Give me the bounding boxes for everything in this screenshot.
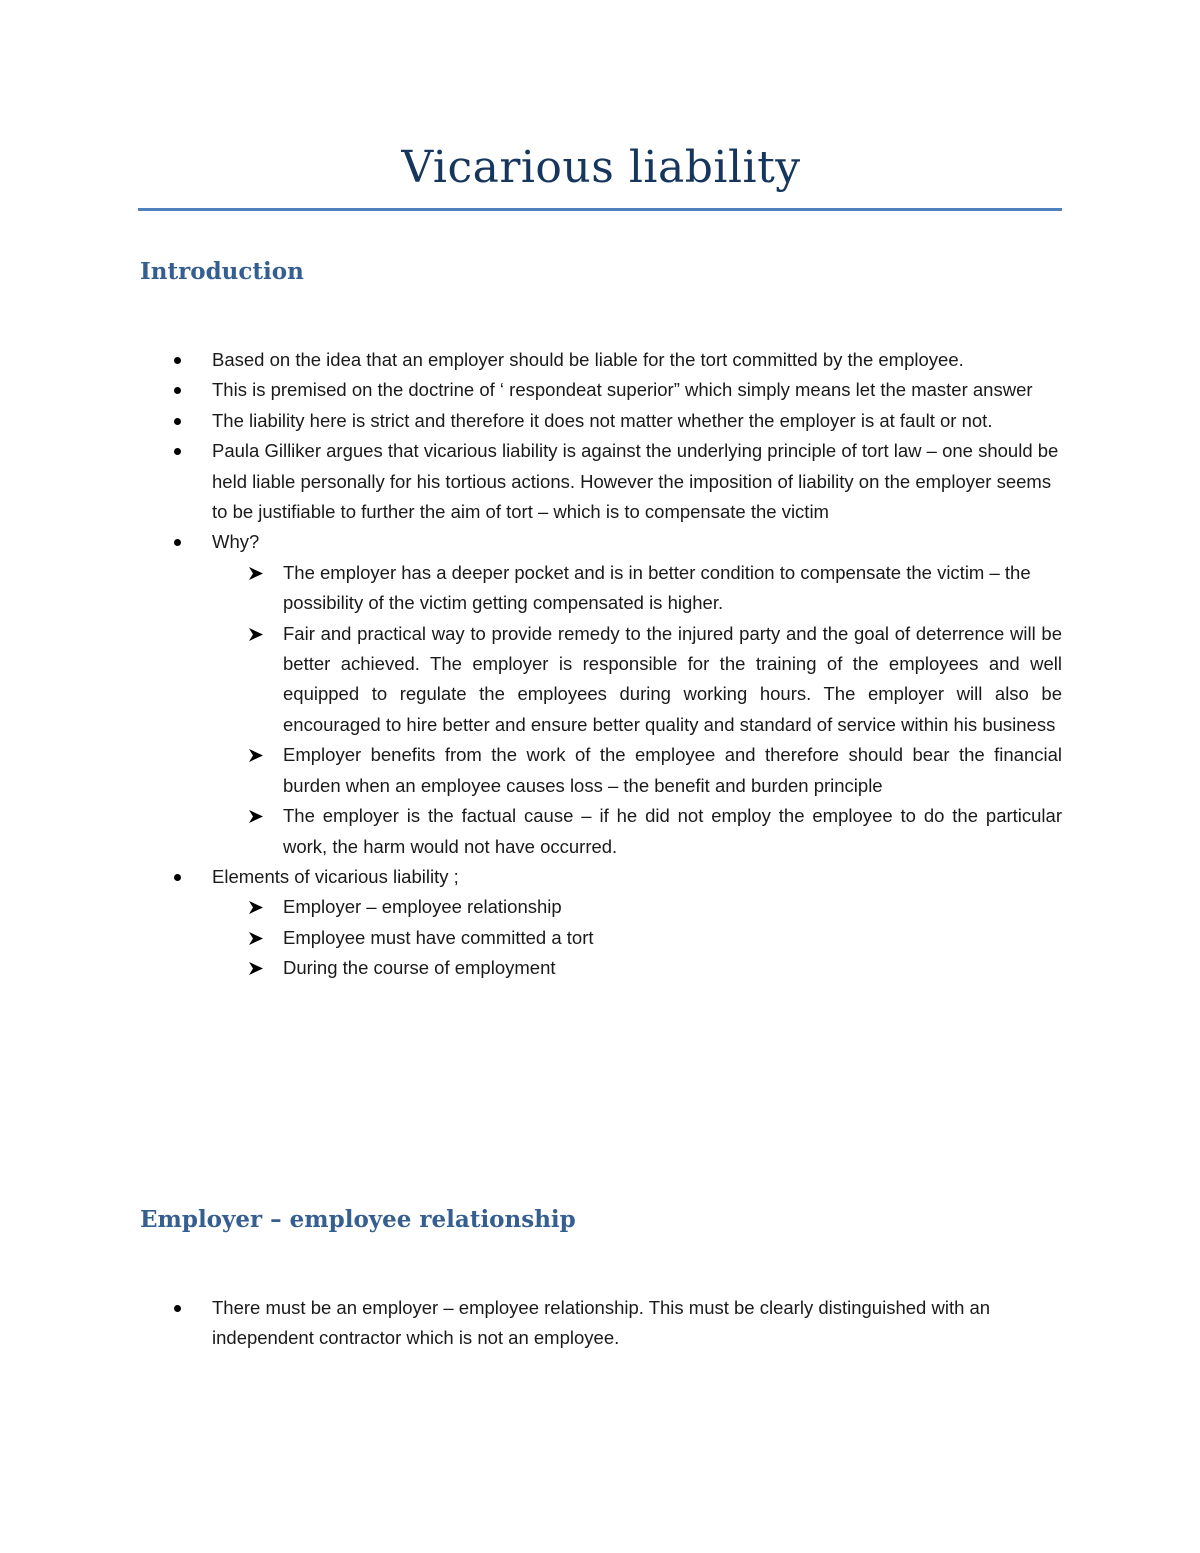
list-item-text: Why? [212,531,260,553]
sub-list-item [141,923,1062,953]
sub-list-item-text: Employee must have committed a tort [283,926,594,948]
introduction-list [140,345,1062,984]
sub-list-item [141,801,1062,862]
bullet-dot-icon [174,357,181,364]
section-heading-introduction: Introduction [140,258,304,285]
sub-list-item-text: Employer – employee relationship [283,896,562,918]
section-heading-employer-employee: Employer – employee relationship [140,1206,576,1233]
sub-list-item [141,740,1062,801]
list-item [140,436,1062,527]
list-item-text: Based on the idea that an employer should be liable for the tort committed by the employee. [212,349,964,370]
elements-sublist [212,892,1062,983]
sub-list-item [141,953,1062,983]
arrow-bullet-icon [248,748,264,763]
list-item-text: The liability here is strict and therefore it does not matter whether the employer is at fault or not. [212,409,993,431]
sub-list-item [141,558,1062,619]
sub-list-item-text: Fair and practical way to provide remedy to the injured party and the goal of deterrence will be better achieved. The employer is responsible for the training of the employees and well equipped to regulate the employees during working hours. The employer will also be encouraged to hire better and ensure better quality and standard of service within his business [283,622,1062,735]
bullet-dot-icon [174,874,181,881]
arrow-bullet-icon [248,961,264,976]
employer-employee-list [140,1293,1062,1354]
list-item [140,406,1062,436]
list-item [140,1293,1062,1354]
bullet-dot-icon [174,418,181,425]
why-sublist [212,558,1062,862]
list-item [140,345,1062,375]
list-item-text: Paula Gilliker argues that vicarious liability is against the underlying principle of tort law – one should be held liable personally for his tortious actions. However the imposition of liability on the employer seems to be justifiable to further the aim of tort – which is to compensate the victim [212,440,1059,523]
list-item [140,862,1062,984]
list-item-text: Elements of vicarious liability ; [212,865,459,887]
bullet-dot-icon [174,539,181,546]
page-title: Vicarious liability [401,142,801,193]
arrow-bullet-icon [248,627,264,642]
list-item [140,527,1062,861]
list-item [140,375,1062,405]
sub-list-item [141,619,1062,741]
title-divider [138,208,1062,211]
sub-list-item-text: The employer is the factual cause – if he did not employ the employee to do the particular work, the harm would not have occurred. [283,805,1062,857]
bullet-dot-icon [174,1305,181,1312]
sub-list-item [141,892,1062,922]
list-item-text: There must be an employer – employee relationship. This must be clearly distinguished with an independent contractor which is not an employee. [212,1297,991,1349]
arrow-bullet-icon [248,931,264,946]
bullet-dot-icon [174,387,181,394]
bullet-dot-icon [174,448,181,455]
sub-list-item-text: During the course of employment [283,957,556,979]
list-item-text: This is premised on the doctrine of ‘ respondeat superior” which simply means let the master answer [212,379,1033,401]
arrow-bullet-icon [248,809,264,824]
arrow-bullet-icon [248,900,264,915]
sub-list-item-text: Employer benefits from the work of the employee and therefore should bear the financial burden when an employee causes loss – the benefit and burden principle [283,744,1062,796]
arrow-bullet-icon [248,566,264,581]
sub-list-item-text: The employer has a deeper pocket and is in better condition to compensate the victim – the possibility of the victim getting compensated is higher. [283,561,1031,614]
